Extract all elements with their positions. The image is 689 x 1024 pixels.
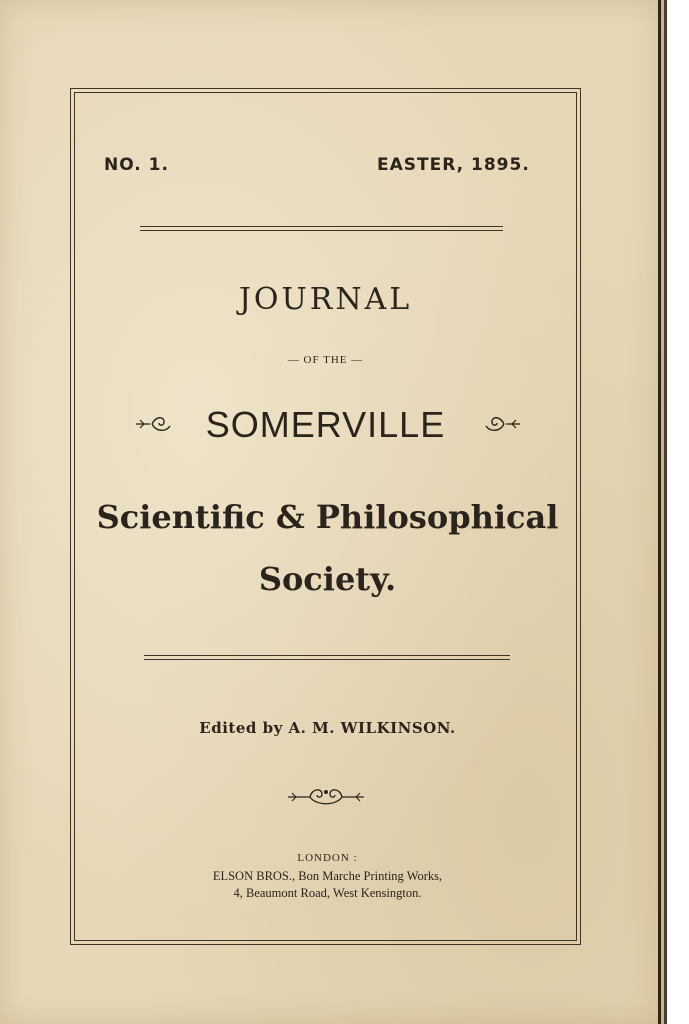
society-subtitle-line-2: Society. xyxy=(258,560,397,598)
page-edge xyxy=(658,0,672,1024)
imprint-city: LONDON : xyxy=(297,852,358,864)
society-name: SOMERVILLE xyxy=(205,404,446,445)
top-double-rule-upper xyxy=(140,226,503,227)
issue-date: EASTER, 1895. xyxy=(377,155,530,175)
issue-number: NO. 1. xyxy=(104,155,169,175)
imprint-address: 4, Beaumont Road, West Kensington. xyxy=(233,886,422,900)
middle-double-rule-lower xyxy=(144,659,510,660)
center-ornament-icon xyxy=(286,784,366,810)
of-the-line: — OF THE — xyxy=(287,354,364,366)
journal-title: JOURNAL xyxy=(238,282,413,317)
society-subtitle-line-1: Scientific & Philosophical xyxy=(96,498,559,536)
middle-double-rule-upper xyxy=(144,655,510,656)
top-double-rule-lower xyxy=(140,230,503,231)
right-flourish-icon xyxy=(482,412,522,436)
editor-credit: Edited by A. M. WILKINSON. xyxy=(199,719,456,737)
imprint-printer: ELSON BROS., Bon Marche Printing Works, xyxy=(212,869,443,883)
